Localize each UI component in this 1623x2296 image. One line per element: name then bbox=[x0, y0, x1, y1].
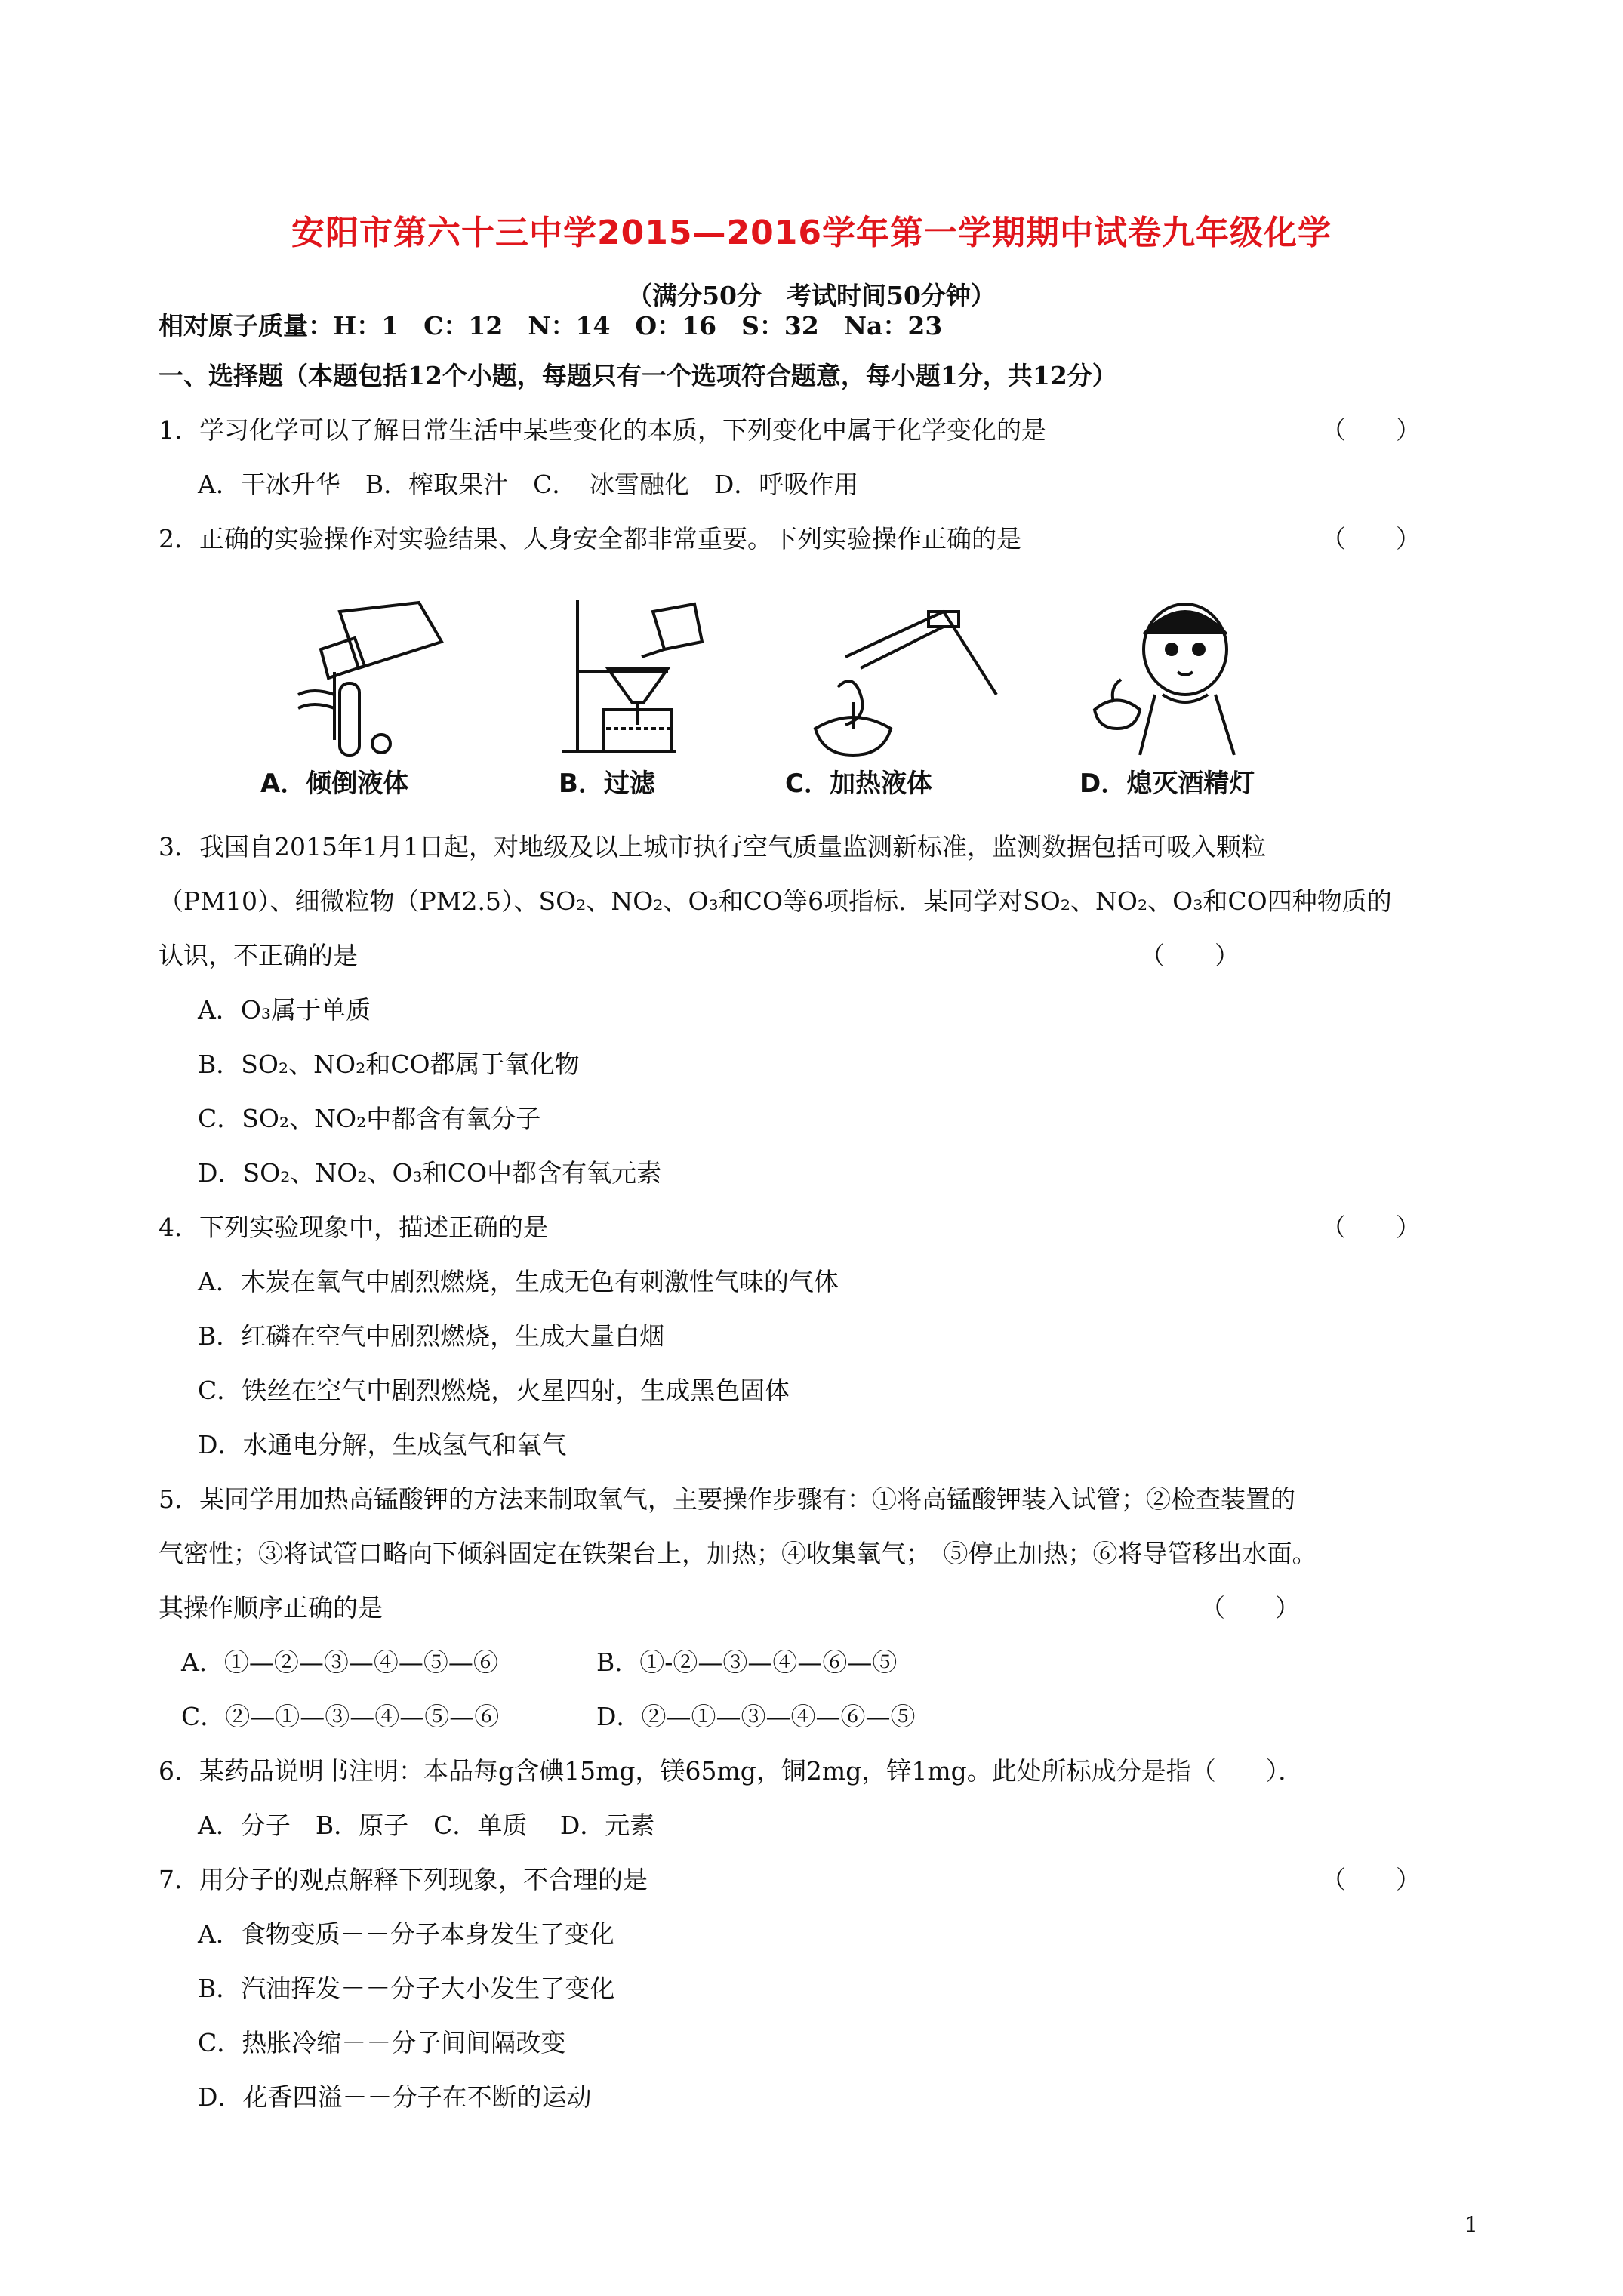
question-7-option-a: A．食物变质－－分子本身发生了变化 bbox=[198, 1919, 614, 1949]
atomic-masses: 相对原子质量：H：1 C：12 N：14 O：16 S：32 Na：23 bbox=[159, 311, 943, 341]
question-3-option-a: A．O₃属于单质 bbox=[198, 995, 371, 1025]
exam-subtitle: （满分50分 考试时间50分钟） bbox=[627, 281, 996, 310]
exam-title: 安阳市第六十三中学2015—2016学年第一学期期中试卷九年级化学 bbox=[291, 214, 1332, 252]
question-1-options: A．干冰升华 B．榨取果汁 C． 冰雪融化 D．呼吸作用 bbox=[198, 470, 859, 499]
question-7-option-c: C．热胀冷缩－－分子间间隔改变 bbox=[198, 2028, 566, 2057]
question-1-answer-paren: （ ） bbox=[1321, 415, 1421, 445]
question-5-stem-line2: 气密性；③将试管口略向下倾斜固定在铁架台上，加热；④收集氧气； ⑤停止加热；⑥将导管移出水面。 bbox=[159, 1539, 1317, 1568]
question-4-option-b: B．红磷在空气中剧烈燃烧，生成大量白烟 bbox=[198, 1321, 665, 1351]
question-7-stem: 7．用分子的观点解释下列现象，不合理的是 bbox=[159, 1865, 648, 1894]
question-5-answer-paren: （ ） bbox=[1200, 1593, 1300, 1623]
question-4-option-a: A．木炭在氧气中剧烈燃烧，生成无色有刺激性气味的气体 bbox=[198, 1267, 839, 1296]
question-7-option-b: B．汽油挥发－－分子大小发生了变化 bbox=[198, 1974, 615, 2003]
question-5-option-c: C．②—①—③—④—⑤—⑥ bbox=[181, 1702, 500, 1731]
question-5-stem-line1: 5．某同学用加热高锰酸钾的方法来制取氧气，主要操作步骤有：①将高锰酸钾装入试管；②检查装置的 bbox=[159, 1484, 1295, 1514]
question-5-option-d: D．②—①—③—④—⑥—⑤ bbox=[596, 1702, 916, 1731]
question-3-stem-line2: （PM10）、细微粒物（PM2.5）、SO₂、NO₂、O₃和CO等6项指标．某同学对SO₂、NO₂、O₃和CO四种物质的 bbox=[159, 886, 1392, 916]
section-heading: 一、选择题（本题包括12个小题，每题只有一个选项符合题意，每小题1分，共12分） bbox=[159, 361, 1117, 390]
question-6-stem: 6．某药品说明书注明：本品每g含碘15mg，镁65mg，铜2mg，锌1mg。此处所标成分是指（ ）． bbox=[159, 1756, 1304, 1786]
pouring-liquid-icon bbox=[268, 596, 449, 759]
question-3-stem-line3: 认识，不正确的是 bbox=[159, 941, 358, 970]
question-4-answer-paren: （ ） bbox=[1321, 1213, 1421, 1242]
question-1-stem: 1．学习化学可以了解日常生活中某些变化的本质，下列变化中属于化学变化的是 bbox=[159, 415, 1046, 445]
question-4-option-c: C．铁丝在空气中剧烈燃烧，火星四射，生成黑色固体 bbox=[198, 1376, 790, 1405]
question-5-option-a: A．①—②—③—④—⑤—⑥ bbox=[181, 1647, 498, 1677]
heating-liquid-icon bbox=[793, 596, 1004, 759]
page-number: 1 bbox=[1464, 2212, 1478, 2237]
question-3-stem-line1: 3．我国自2015年1月1日起，对地级及以上城市执行空气质量监测新标准，监测数据包括可吸入颗粒 bbox=[159, 832, 1266, 861]
figure-b-caption: B．过滤 bbox=[559, 769, 655, 799]
question-2-answer-paren: （ ） bbox=[1321, 524, 1421, 553]
extinguish-lamp-icon bbox=[1072, 596, 1253, 759]
figure-a-caption: A．倾倒液体 bbox=[260, 769, 409, 799]
question-4-option-d: D．水通电分解，生成氢气和氧气 bbox=[198, 1430, 567, 1459]
question-3-option-d: D．SO₂、NO₂、O₃和CO中都含有氧元素 bbox=[198, 1158, 662, 1188]
question-5-option-b: B．①-②—③—④—⑥—⑤ bbox=[596, 1647, 898, 1677]
question-5-stem-line3: 其操作顺序正确的是 bbox=[159, 1593, 383, 1623]
filtration-icon bbox=[562, 596, 713, 759]
figure-c-caption: C．加热液体 bbox=[785, 769, 932, 799]
figure-d-caption: D．熄灭酒精灯 bbox=[1079, 769, 1255, 799]
question-2-stem: 2．正确的实验操作对实验结果、人身安全都非常重要。下列实验操作正确的是 bbox=[159, 524, 1021, 553]
question-7-answer-paren: （ ） bbox=[1321, 1865, 1421, 1894]
question-7-option-d: D．花香四溢－－分子在不断的运动 bbox=[198, 2082, 592, 2112]
question-6-options: A．分子 B．原子 C．单质 D．元素 bbox=[198, 1811, 655, 1840]
question-3-option-b: B．SO₂、NO₂和CO都属于氧化物 bbox=[198, 1049, 580, 1079]
question-3-option-c: C．SO₂、NO₂中都含有氧分子 bbox=[198, 1104, 541, 1133]
question-4-stem: 4．下列实验现象中，描述正确的是 bbox=[159, 1213, 548, 1242]
question-3-answer-paren: （ ） bbox=[1140, 941, 1240, 970]
